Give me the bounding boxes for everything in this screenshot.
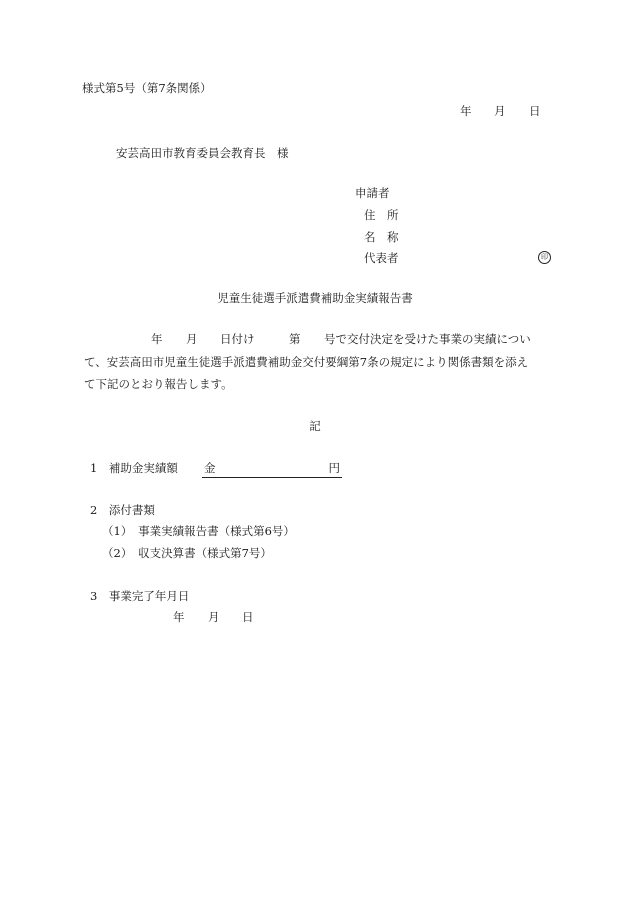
name-label: 名 称: [364, 230, 399, 244]
item-1-label: 1 補助金実績額: [90, 461, 178, 475]
attachment-1: （1） 事業実績報告書（様式第6号）: [102, 524, 295, 538]
amount-prefix: 金: [204, 461, 216, 475]
addressee: 安芸高田市教育委員会教育長 様: [116, 146, 289, 160]
body-number-prefix: 第: [289, 332, 301, 346]
applicant-heading: 申請者: [355, 186, 390, 200]
ki-heading: 記: [309, 419, 321, 433]
item-1-subsidy-amount: [90, 463, 350, 479]
date-day-label: 日: [529, 104, 541, 118]
body-year-label: 年: [151, 332, 163, 346]
completion-month-label: 月: [208, 610, 220, 624]
completion-day-label: 日: [242, 610, 254, 624]
body-line-3: て下記のとおり報告します。: [84, 377, 233, 391]
body-day-dated-label: 日付け: [220, 332, 255, 346]
form-number: 様式第5号（第7条関係）: [82, 81, 212, 95]
document-title: 児童生徒選手派遣費補助金実績報告書: [217, 291, 413, 305]
subsidy-amount-field[interactable]: [202, 463, 342, 478]
body-line-1: [84, 334, 554, 348]
body-line-1-rest: 号で交付決定を受けた事業の実績につい: [324, 332, 531, 346]
report-date: [0, 106, 630, 120]
address-label: 住 所: [364, 208, 399, 222]
item-2-label: 2 添付書類: [90, 503, 155, 517]
body-line-2: て、安芸高田市児童生徒選手派遣費補助金交付要綱第7条の規定により関係書類を添え: [84, 355, 529, 369]
attachment-2: （2） 収支決算書（様式第7号）: [102, 546, 272, 560]
body-month-label: 月: [186, 332, 198, 346]
representative-label: 代表者: [364, 251, 399, 265]
date-month-label: 月: [494, 104, 506, 118]
amount-suffix: 円: [328, 461, 340, 475]
item-3-label: 3 事業完了年月日: [90, 589, 190, 603]
completion-year-label: 年: [173, 610, 185, 624]
date-year-label: 年: [460, 104, 472, 118]
seal-mark-icon: 印: [538, 251, 551, 264]
completion-date: [0, 612, 630, 626]
